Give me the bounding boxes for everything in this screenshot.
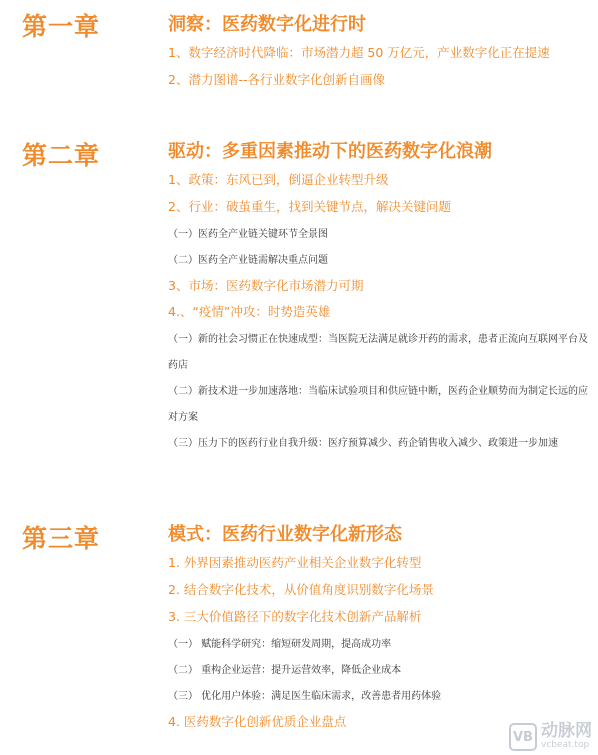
chapter-3-label: 第三章 [22, 524, 101, 553]
watermark-url: vcbeat.top [541, 740, 590, 751]
chapter-3-item-4: 4. 医药数字化创新优质企业盘点 [168, 714, 347, 729]
chapter-2-item-2: 2、行业：破茧重生，找到关键节点，解决关键问题 [168, 199, 451, 214]
chapter-3-sub-3: （三） 优化用户体验：满足医生临床需求，改善患者用药体验 [168, 691, 442, 702]
chapter-2-sub-5: （三）压力下的医药行业自我升级：医疗预算减少、药企销售收入减少、政策进一步加速 [168, 438, 558, 449]
chapter-2-label: 第二章 [22, 141, 101, 170]
chapter-3-sub-2: （二） 重构企业运营：提升运营效率，降低企业成本 [168, 665, 402, 676]
watermark [509, 723, 592, 751]
chapter-2-title: 驱动：多重因素推动下的医药数字化浪潮 [168, 141, 492, 162]
vcbeat-logo-icon: VB [509, 723, 537, 751]
watermark-text [541, 723, 592, 751]
chapter-3-item-3: 3. 三大价值路径下的数字化技术创新产品解析 [168, 609, 422, 624]
chapter-2-sub-2: （二）医药全产业链需解决重点问题 [168, 255, 328, 266]
chapter-2-item-3: 3、市场：医药数字化市场潜力可期 [168, 278, 364, 293]
watermark-name: 动脉网 [541, 721, 592, 742]
chapter-1-title: 洞察：医药数字化进行时 [168, 14, 366, 35]
chapter-3-item-1: 1. 外界因素推动医药产业相关企业数字化转型 [168, 555, 422, 570]
chapter-1-item-1: 1、数字经济时代降临：市场潜力超 50 万亿元，产业数字化正在提速 [168, 45, 550, 60]
chapter-1-label: 第一章 [22, 12, 101, 41]
chapter-2-item-4: 4.、“疫情”冲攻：时势造英雄 [168, 304, 331, 319]
chapter-2-item-1: 1、政策：东风已到，倒逼企业转型升级 [168, 172, 389, 187]
chapter-1-item-2: 2、潜力图谱--各行业数字化创新自画像 [168, 72, 385, 87]
chapter-3-item-2: 2. 结合数字化技术，从价值角度识别数字化场景 [168, 582, 434, 597]
chapter-2-sub-4: （二）新技术进一步加速落地：当临床试验项目和供应链中断，医药企业顺势而为制定长远的应对方案 [168, 386, 588, 423]
chapter-2-sub-3: （一）新的社会习惯正在快速成型：当医院无法满足就诊开药的需求，患者正流向互联网平台及药店 [168, 334, 588, 371]
chapter-3-title: 模式：医药行业数字化新形态 [168, 524, 402, 545]
chapter-2-sub-1: （一）医药全产业链关键环节全景图 [168, 229, 328, 240]
chapter-3-sub-1: （一） 赋能科学研究：缩短研发周期，提高成功率 [168, 639, 392, 650]
